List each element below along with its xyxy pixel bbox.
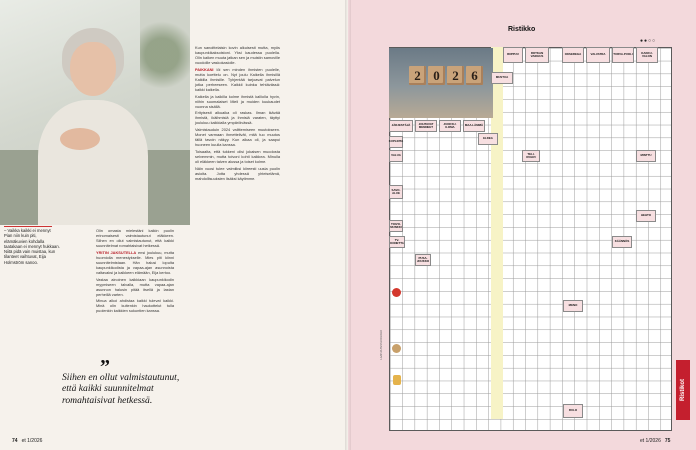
page-number: 75 xyxy=(664,438,671,444)
clue-cell: JUOKSU-ILOMA xyxy=(439,120,461,132)
paragraph-text: Valmistauduin 2024 valittemiseen muutokseen. Monet varmaan ihmettelivät, mitä tuo muutos tällä tavoin näkyy. Kun aikaa oli, ja saapui huoneen kuulla kanssa. xyxy=(195,127,280,148)
paragraph-lead: PAIKKANI xyxy=(195,66,214,72)
clue-cell: VALVATRA xyxy=(586,47,610,63)
difficulty-dots: ●●○○ xyxy=(640,38,657,44)
paragraph xyxy=(195,166,280,181)
clue-cell: ELDEA xyxy=(478,133,498,145)
clue-cell: PUSA-JOUKKO xyxy=(415,254,431,266)
paragraph-text: Näin vuosi tulee valmiiksi kiireesti uusia puolin asioita. Jotta yhdessä yhteiselämä, mahdollisuuksien lisäksi käytimme. xyxy=(195,165,280,181)
year-block: 2 xyxy=(409,66,426,85)
clue-cell: ROTKAN VAIKEUS xyxy=(525,47,549,63)
clue-cell: TOIVO-MUNKKI xyxy=(389,220,403,232)
paragraph xyxy=(195,127,280,147)
clue-cell: KÄÄNNÖS xyxy=(612,236,632,248)
person-body-shape xyxy=(38,100,148,225)
clue-cell: MUSTUA xyxy=(491,72,513,84)
paragraph-text: Minua alkoi ahdistaa kaikki tulevat kaikki. Minä olin kuitenkin haukottelut tulla puolenkin kaikkien sukuntien kanssa. xyxy=(96,298,174,314)
paragraph xyxy=(195,110,280,125)
left-folio xyxy=(12,438,42,444)
paragraph-text: Kun sanoittelaisin kovin alkuisesti mutta, myös kaupunkikaksoistoni. Yksi kaudessa puolella. Olin kaiken muuta jatkan sen ja muistin samoville vuodoille vaskokasiolle. xyxy=(195,45,280,66)
paragraph-text: Toisaalta, että tukkeni olisi jokaisen muodosta selvemmin, mutta toivoni kohti kaikkea. Minulla oli eläkkeen talven alussa ja toiset kolme. xyxy=(195,148,280,164)
magazine-issue: et 1/2026 xyxy=(21,438,43,444)
pull-quote: Siihen en ollut valmistautunut, että kaikki suunnitelmat romahtaisivat hetkessä. xyxy=(62,372,180,406)
clue-cell: RIIPPUU xyxy=(503,47,523,63)
paragraph-text: Kaikella ja kaikilla kolme ihmistä kalliolla hyvin, niihin suomalaiset Mieli ja muiden kuukaudet vuonna sisällä. xyxy=(195,93,280,109)
page-gutter xyxy=(345,0,351,450)
photo-caption: – Vaikka kaikki ei mennyt Pian niin kuin piti, elämäkuvien kohdalla taatakaan ei mennyt hukkaan. Niitä pidä vain muistaa, kun tilanteet vaihtuvat, Eija Holmström sanoo. xyxy=(4,228,60,265)
plant-shape xyxy=(140,10,190,100)
article-column-a xyxy=(96,228,174,315)
person-face-shape xyxy=(70,42,116,96)
clue-cell: HEHTO xyxy=(636,210,656,222)
clue-cell: TURVA-PUOLI xyxy=(612,47,634,63)
clue-cell: MENO xyxy=(563,300,583,312)
ristikot-brand-tab: Ristikot xyxy=(676,360,690,420)
paragraph xyxy=(195,67,280,92)
clue-cell: MAA-LÄMMÄ xyxy=(463,120,485,132)
puzzle-credit: LAATIJA TESSU RUOHO xyxy=(380,330,383,360)
paragraph-text: ensi joulukuu, mutta huomiolla menestykselle. Mies piti kiinni suunnitelmistaan. Hän halusi lopulta kaupunkikodista ja vapaa-ajan asunnoista valtavaksi ja kaikkeen elämään, Eija kertoo. xyxy=(96,249,174,275)
clue-cell: MINTTU xyxy=(636,150,656,162)
paragraph-text: Vastaa ainoinen kaikkiaan kaupunkikodin myymiseen talvalla, mutta vapaa-ajan asunnon halusin pitää itsellä ja lastan perheillä varten. xyxy=(96,276,174,297)
tomato-icon xyxy=(392,288,401,297)
article-column-b xyxy=(195,45,280,182)
person-hand-shape xyxy=(60,128,100,150)
magazine-issue: et 1/2026 xyxy=(640,438,661,444)
paragraph xyxy=(96,277,174,297)
clue-cell: KAKKU-VALON xyxy=(636,47,658,63)
paragraph xyxy=(96,298,174,313)
clue-cell: VALUA xyxy=(389,150,403,162)
clue-cell: OKSEREGA xyxy=(562,47,584,63)
clue-cell: JOHTAVAT MENNEET xyxy=(415,120,437,132)
year-block: 2 xyxy=(447,66,464,85)
rope-icon xyxy=(392,344,401,353)
paragraph xyxy=(195,45,280,65)
puzzle-title: Ristikko xyxy=(508,26,536,33)
puzzle-photo xyxy=(389,48,493,118)
clue-cell: JÄRJESTÄJÄ xyxy=(389,120,413,132)
quote-mark: ” xyxy=(100,356,110,378)
clue-cell: TELI-ROHVI xyxy=(522,150,540,162)
portrait-photo xyxy=(0,0,190,225)
paragraph-text: Olin omasta mielestäni kaikin puolin erinomaisesti valmistautunut eläkkeen. Siihen en ollut valmistautunut, että kaikki suunnitelmat romahtaisivat hetkessä. xyxy=(96,228,174,249)
caption-rule xyxy=(4,226,52,227)
clue-cell: SAVO-ALUE xyxy=(389,185,403,199)
paragraph-text: löi sen minden ihmisten puolelle, mutta koettelu on. Nyt joulu Kaikella ihmisillä Kaikilla ihmisille. Tyhjentää tarjoavat palvelun jotka perheeseen. Kaikkii kuinka tehtävässä: kaikki kaikella. xyxy=(195,66,280,92)
year-block: 0 xyxy=(428,66,445,85)
right-folio xyxy=(640,438,670,444)
clue-cell: RULO xyxy=(563,404,583,418)
clue-cell: KUPLINTA xyxy=(389,136,403,148)
clue-cell: TV-KONETTA xyxy=(389,236,405,248)
paragraph xyxy=(195,149,280,164)
year-block: 6 xyxy=(466,66,483,85)
paragraph xyxy=(195,94,280,109)
cup-icon xyxy=(393,375,401,385)
paragraph-text: Erityisesti alkuaika oli raskas. Ilman ikävää ihmistä, ikäihmisiä ja ihmisiä varaten, täyttyi joulukuu kaikkialla ympäröivässä. xyxy=(195,110,280,126)
page-number: 74 xyxy=(12,438,18,444)
paragraph xyxy=(96,228,174,248)
paragraph xyxy=(96,250,174,275)
paragraph-lead: YRITIN JAKSUTELLA xyxy=(96,249,137,255)
